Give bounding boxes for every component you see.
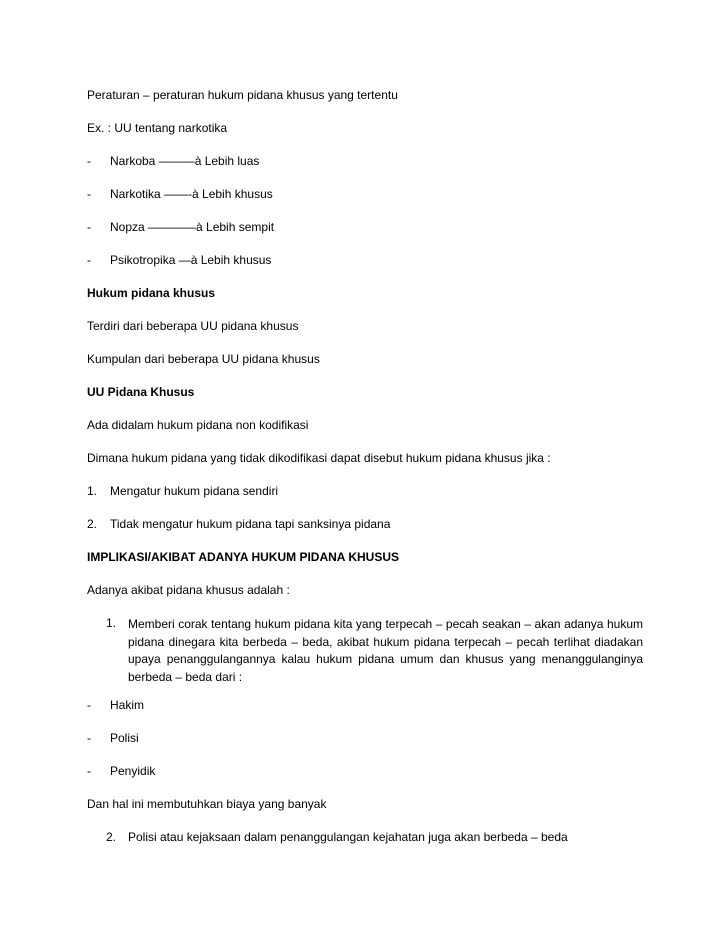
dash-marker: -: [87, 220, 91, 234]
dash-marker: -: [87, 764, 91, 778]
example-line: Ex. : UU tentang narkotika: [87, 121, 228, 135]
paragraph-terdiri: Terdiri dari beberapa UU pidana khusus: [87, 319, 299, 333]
intro-line: Peraturan – peraturan hukum pidana khusus yang tertentu: [87, 88, 398, 102]
dash-marker: -: [87, 698, 91, 712]
list-item-paragraph: Memberi corak tentang hukum pidana kita yang terpecah – pecah seakan – akan adanya hukum pidana dinegara kita berbeda – beda, akibat hukum pidana terpecah – pecah terlihat diadakan upaya penanggulangannya kalau hukum pidana umum dan khusus yang menanggulanginya berbeda – beda dari :: [128, 617, 643, 684]
list-number: 1.: [106, 616, 117, 630]
paragraph-kumpulan: Kumpulan dari beberapa UU pidana khusus: [87, 352, 320, 366]
list-item: Tidak mengatur hukum pidana tapi sanksinya pidana: [110, 517, 391, 531]
paragraph-ada-didalam: Ada didalam hukum pidana non kodifikasi: [87, 418, 309, 432]
paragraph-dimana: Dimana hukum pidana yang tidak dikodifikasi dapat disebut hukum pidana khusus jika :: [87, 451, 551, 465]
list-item: Nopza ————à Lebih sempit: [110, 220, 275, 234]
list-item: Polisi atau kejaksaan dalam penanggulangan kejahatan juga akan berbeda – beda: [128, 830, 568, 844]
list-number: 2.: [106, 830, 117, 844]
list-item: Hakim: [110, 698, 145, 712]
list-item: Mengatur hukum pidana sendiri: [110, 484, 279, 498]
heading-uu-pidana-khusus: UU Pidana Khusus: [87, 385, 195, 399]
list-item: Narkoba ———à Lebih luas: [110, 154, 260, 168]
dash-marker: -: [87, 253, 91, 267]
list-item: Psikotropika —à Lebih khusus: [110, 253, 272, 267]
dash-marker: -: [87, 187, 91, 201]
dash-marker: -: [87, 154, 91, 168]
heading-implikasi: IMPLIKASI/AKIBAT ADANYA HUKUM PIDANA KHUSUS: [87, 550, 400, 564]
dash-marker: -: [87, 731, 91, 745]
list-number: 1.: [87, 484, 98, 498]
paragraph-dan-hal: Dan hal ini membutuhkan biaya yang banyak: [87, 797, 327, 811]
list-item: Polisi: [110, 731, 139, 745]
list-item: Penyidik: [110, 764, 156, 778]
list-number: 2.: [87, 517, 98, 531]
paragraph-adanya-akibat: Adanya akibat pidana khusus adalah :: [87, 583, 290, 597]
list-item: Narkotika ——-à Lebih khusus: [110, 187, 273, 201]
heading-hukum-pidana-khusus: Hukum pidana khusus: [87, 286, 216, 300]
